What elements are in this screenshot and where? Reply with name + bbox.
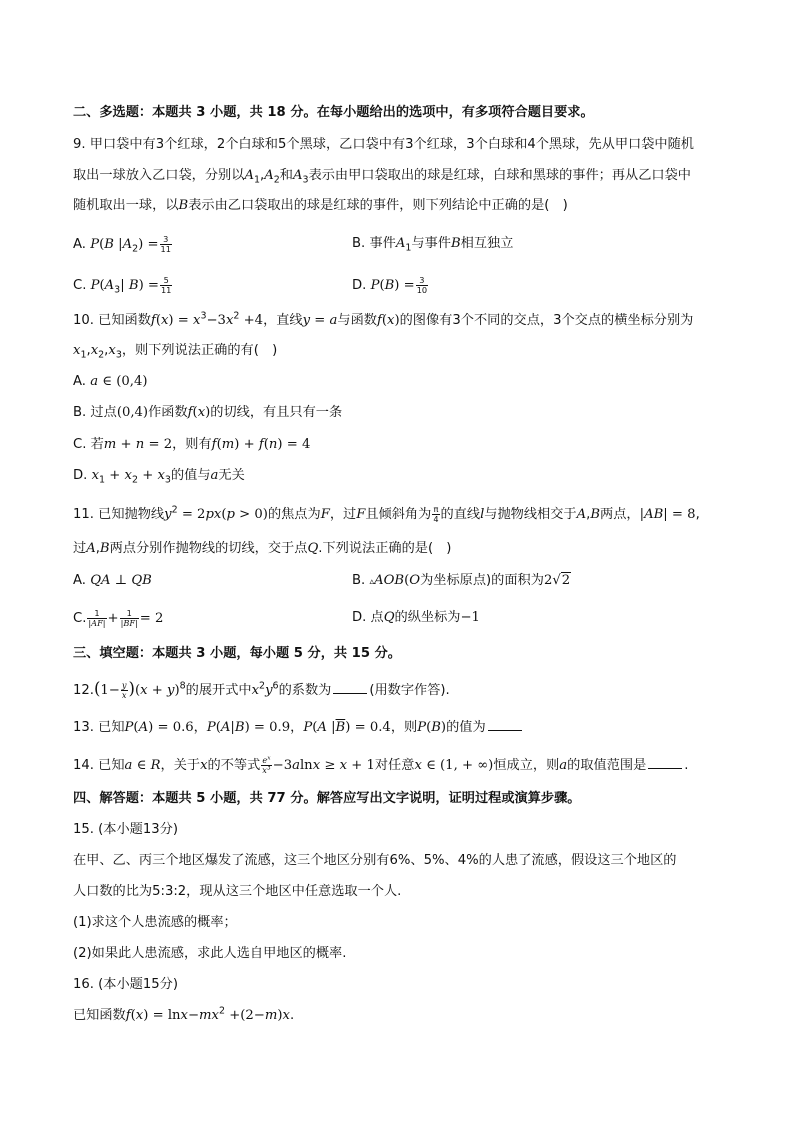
q9-line-1: 9. 甲口袋中有3个红球，2个白球和5个黑球，乙口袋中有3个红球，3个白球和4个黑球，先从甲口袋中随机 bbox=[73, 137, 694, 152]
q9-line-2: 取出一球放入乙口袋，分别以$A_1,A_2$和$A_3$表示由甲口袋取出的球是红球，白球和黑球的事件；再从乙口袋中 bbox=[73, 168, 691, 186]
q16-line: 已知函数$f(x) = \ln x-mx^2 +(2-m)x$. bbox=[73, 1005, 295, 1023]
q15-line-1: 在甲、乙、丙三个地区爆发了流感，这三个地区分别有6%、5%、4%的人患了流感，假设这三个地区的 bbox=[73, 853, 677, 868]
q14-line: 14. 已知a ∈ R，关于x的不等式 $\frac{e^x}{x^3}$ −3alnx ≥ x + 1对任意x ∈ (1, + ∞)恒成立，则a的取值范围是 . bbox=[73, 755, 689, 775]
q9-line-3: 随机取出一球，以B表示由乙口袋取出的球是红球的事件，则下列结论中正确的是( ) bbox=[73, 198, 568, 213]
q15-title: 15. (本小题13分) bbox=[73, 822, 178, 837]
q10-line-1: 10. 已知函数$f(x) = x^3-3x^2 +4$，直线y = a与函数f(x)的图像有3个不同的交点，3个交点的横坐标分别为 bbox=[73, 310, 694, 328]
q9-option-d: D. P(B) = $\frac{3}{10}$ bbox=[352, 275, 428, 295]
q10-option-d: D. $x_1 + x_2 + x_3$的值与a无关 bbox=[73, 468, 245, 486]
q11-option-a: A. QA ⊥ QB bbox=[73, 573, 152, 588]
section-heading-answer: 四、解答题：本题共 5 小题，共 77 分。解答应写出文字说明，证明过程或演算步骤。 bbox=[73, 791, 581, 806]
q10-option-b: B. 过点(0,4)作函数f(x)的切线，有且只有一条 bbox=[73, 405, 343, 420]
q15-part-1: (1)求这个人患流感的概率； bbox=[73, 915, 237, 930]
q15-line-2: 人口数的比为5:3:2，现从这三个地区中任意选取一个人. bbox=[73, 884, 402, 899]
q13-line: 13. 已知P(A) = 0.6，P(A|B) = 0.9，P(A $|\overline{B}) = 0.4$，则P(B)的值为 bbox=[73, 718, 524, 737]
q12-line: 12.(1− $\frac{y}{x}$ )$(x + y)^8$的展开式中$x^2y^6$的系数为 (用数字作答). bbox=[73, 679, 450, 700]
q11-line-1: 11. 已知抛物线$y^2 = 2px(p > 0)$的焦点为F，过F且倾斜角为 $\frac{\pi}{4}$ 的直线l与抛物线相交于A,B两点，|AB| = 8, bbox=[73, 504, 700, 524]
q11-option-d: D. 点Q的纵坐标为−1 bbox=[352, 610, 480, 625]
q9-option-a: A. P(B $|A_2$) = $\frac{3}{11}$ bbox=[73, 234, 171, 255]
q10-line-2: $x_1,x_2,x_3$，则下列说法正确的有( ) bbox=[73, 343, 278, 361]
q11-option-b: B. ▵AOB(O为坐标原点)的面积为2√2 bbox=[352, 573, 571, 588]
q16-title: 16. (本小题15分) bbox=[73, 977, 178, 992]
q15-part-2: (2)如果此人患流感，求此人选自甲地区的概率. bbox=[73, 946, 347, 961]
q9-option-b: B. 事件$A_1$与事件B相互独立 bbox=[352, 236, 514, 254]
section-heading-fill-in: 三、填空题：本题共 3 小题，每小题 5 分，共 15 分。 bbox=[73, 646, 401, 661]
q10-option-a: A. a ∈ (0,4) bbox=[73, 374, 148, 389]
q9-option-c: C. $P(A_3|$ B) = $\frac{5}{11}$ bbox=[73, 275, 172, 296]
section-heading-multiple-choice: 二、多选题：本题共 3 小题，共 18 分。在每小题给出的选项中，有多项符合题目要求。 bbox=[73, 105, 594, 120]
q11-line-2: 过A,B两点分别作抛物线的切线，交于点Q.下列说法正确的是( ) bbox=[73, 541, 452, 556]
q10-option-c: C. 若m + n = 2，则有f(m) + f(n) = 4 bbox=[73, 437, 311, 452]
q11-option-c: C. $\frac{1}{|AF|}$ + $\frac{1}{|BF|}$ = 2 bbox=[73, 608, 164, 628]
